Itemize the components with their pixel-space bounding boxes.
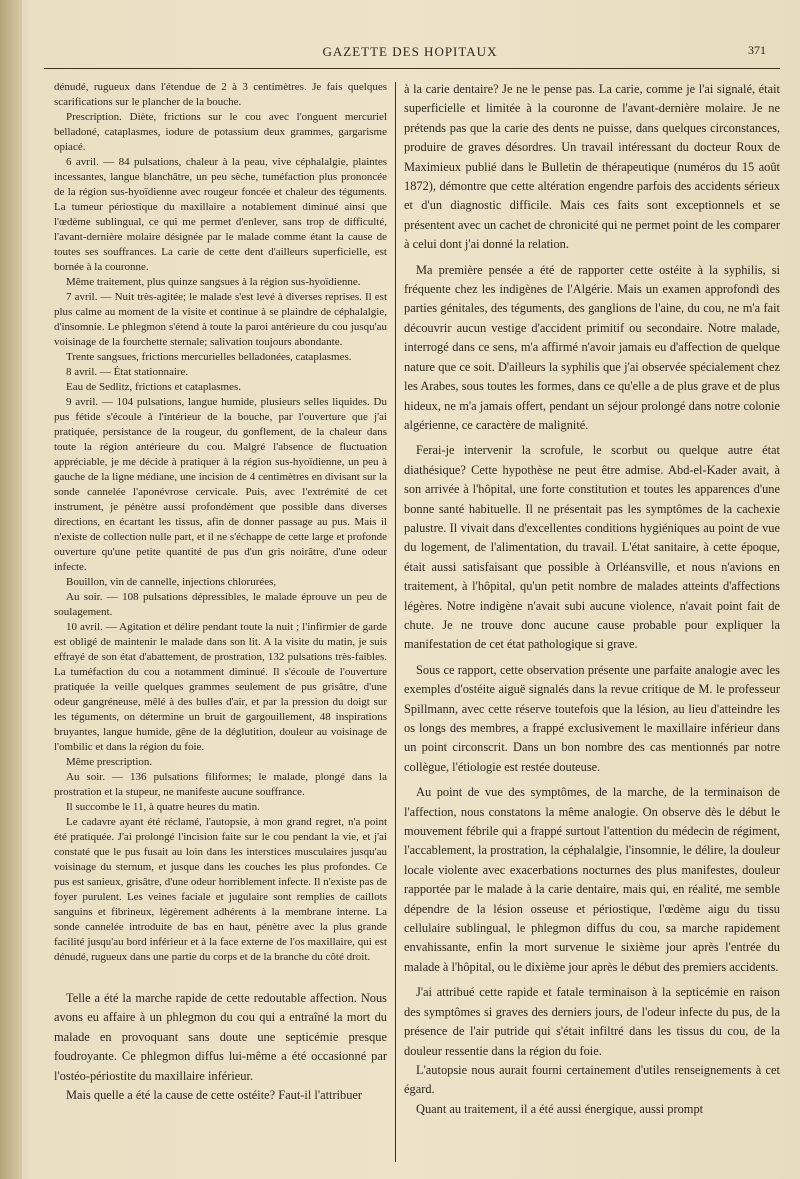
paragraph: Trente sangsues, frictions mercurielles belladonées, cataplasmes.: [66, 351, 352, 363]
left-column-bottom-text: [54, 989, 387, 1105]
paragraph: 9 avril. — 104 pulsations, langue humide, plusieurs selles liquides. Du pus fétide s'écoule à l'intérieur de la bouche, par l'ouverture que j'ai pratiquée, persistance de la rougeur, du gonflement, de la chaleur dans toute la région antérieure du cou. Malgré l'absence de fluctuation appréciable, je me décide à pratiquer à la région sus-hyoïdienne, un peu à gauche de la ligne médiane, une incision de 4 centimètres en divisant sur la sonde cannelée l'aponévrose cervicale. Puis, avec l'extrémité de cet instrument, je pénètre aussi profondément que possible dans diverses directions, en écartant les tissus, afin de donner passage au pus. Mais il n'existe de collection nulle part, et il ne s'échappe de cette large et profonde ouverture qu'une petite quantité de pus d'un gris noirâtre, d'une odeur infecte.: [54, 396, 387, 573]
paragraph: Le cadavre ayant été réclamé, l'autopsie, à mon grand regret, n'a point été pratiquée. J'ai prolongé l'incision faite sur le cou pendant la vie, et j'ai constaté que le pus fusait au loin dans les interstices musculaires jusqu'au voisinage du sternum, et jusque dans les couches les plus profondes. Ce pus est sanieux, grisâtre, d'une odeur horriblement infecte. Il n'existe pas de foyer purulent. Les veines faciale et jugulaire sont remplies de caillots sanguins et fibrineux, légèrement adhérents à la membrane interne. La sonde cannelée introduite de bas en haut, pénètre avec la plus grande facilité jusqu'au bord inférieur et à la face externe de l'os maxillaire, qui est dénudé, rugueux dans une partie du corps et de la branche du côté droit.: [54, 816, 387, 963]
paragraph: Quant au traitement, il a été aussi énergique, aussi prompt: [416, 1101, 704, 1116]
paragraph: Au soir. — 136 pulsations filiformes; le malade, plongé dans la prostration et la stupeur, ne manifeste aucune souffrance.: [54, 771, 387, 798]
paragraph: 10 avril. — Agitation et délire pendant toute la nuit ; l'infirmier de garde est obligé de maintenir le malade dans son lit. A la visite du matin, je suis effrayé de son état d'abattement, de prostration, 132 pulsations très-faibles. La tuméfaction du cou a notamment diminué. Il s'écoule de l'ouverture pratiquée la veille quelques grammes seulement de pus grisâtre, d'une odeur gangréneuse, mêlé à des bulles d'air, et par la pression du doigt sur les téguments, on détermine un bruit de gargouillement, 48 inspirations bruyantes, langue humide, gêne de la déglutition, douleur au voisinage de l'ombilic et dans la région du foie.: [54, 621, 387, 753]
paragraph: Ma première pensée a été de rapporter cette ostéite à la syphilis, si fréquente chez les indigènes de l'Algérie. Mais un examen approfondi des parties génitales, des téguments, des ganglions de l'aine, du cou, ne m'a fait découvrir aucun vestige d'accident primitif ou secondaire. Notre malade, interrogé dans ce sens, m'a affirmé n'avoir jamais eu d'affection de quelque nature que ce soit. D'ailleurs la syphilis que j'ai observée spécialement chez les Arabes, sous toutes les formes, dans ce qu'elle a de plus grave et de plus hideux, ne m'a jamais offert, pendant un séjour prolongé dans notre colonie algérienne, ce caractère de malignité.: [404, 262, 780, 432]
column-divider: [395, 82, 396, 1162]
paragraph: à la carie dentaire? Je ne le pense pas. La carie, comme je l'ai signalé, était superficielle et limitée à la couronne de l'avant-dernière molaire. Je ne prétends pas que la carie des dents ne puisse, dans quelques circonstances, produire de graves désordres. Un travail intéressant du docteur Roux de Maximieux publié dans le Bulletin de thérapeutique (numéros du 15 août 1872), démontre que cette altération engendre parfois des accidents sérieux et d'un diagnostic difficile. Mais ces faits sont exceptionnels et se présentent avec un cachet de chronicité qui ne permet point de les comparer à celui dont j'ai donné la relation.: [404, 82, 780, 252]
page-header: [40, 44, 780, 66]
paragraph: dénudé, rugueux dans l'étendue de 2 à 3 centimètres. Je fais quelques scarifications sur le plancher de la bouche.: [54, 81, 387, 108]
paragraph: Bouillon, vin de cannelle, injections chlorurées,: [66, 576, 277, 588]
paragraph: L'autopsie nous aurait fourni certainement d'utiles renseignements à cet égard.: [404, 1062, 780, 1097]
paragraph: 8 avril. — État stationnaire.: [66, 366, 189, 378]
paragraph: Ferai-je intervenir la scrofule, le scorbut ou quelque autre état diathésique? Cette hypothèse ne peut être admise. Abd-el-Kader avait, à son arrivée à l'hôpital, une forte constitution et toutes les apparences d'une bonne santé habituelle. Il ne présentait pas les symptômes de la cachexie palustre. Il vivait dans d'excellentes conditions hygiéniques au point de vue du logement, de l'alimentation, du travail. L'état sanitaire, à cette époque, était aussi satisfaisant que possible à Orléansville, et nous n'avions en traitement, à l'hôpital, qu'un petit nombre de malades atteints d'affections légères. Notre indigène n'avait subi aucune violence, n'avait point fait de chute. Je ne trouve donc aucune cause probable pour expliquer la manifestation de cet état pathologique si grave.: [404, 443, 780, 652]
paragraph: Mais quelle a été la cause de cette ostéite? Faut-il l'attribuer: [66, 1088, 363, 1103]
paragraph: Sous ce rapport, cette observation présente une parfaite analogie avec les exemples d'ostéite aiguë signalés dans la revue critique de M. le professeur Spillmann, avec cette réserve toutefois que la lésion, au lieu d'atteindre les os longs des membres, a frappé exclusivement le maxillaire inférieur dans un point circonscrit. Dans un bon nombre des cas mentionnés par notre collègue, l'étiologie est restée douteuse.: [404, 662, 780, 774]
paragraph: Telle a été la marche rapide de cette redoutable affection. Nous avons eu affaire à un phlegmon du cou qui a entraîné la mort du malade en provoquant sans doute une septicémie presque foudroyante. Ce phlegmon diffus lui-même a été occasionné par l'ostéo-périostite du maxillaire inférieur.: [54, 991, 387, 1083]
left-column: [54, 80, 387, 1105]
journal-title: GAZETTE DES HOPITAUX: [322, 44, 498, 59]
paragraph: 7 avril. — Nuit très-agitée; le malade s'est levé à diverses reprises. Il est plus calme au moment de la visite et continue à se plaindre de céphalalgie, d'insomnie. Le phlegmon s'étend à toute la paroi antérieure du cou jusqu'au voisinage de la fourchette sternale; salivation toujours abondante.: [54, 291, 387, 348]
paragraph: Au point de vue des symptômes, de la marche, de la terminaison de l'affection, nous constatons la même analogie. On observe dès le début le mouvement fébrile qui a frappé surtout l'attention du médecin de régiment, l'accablement, la prostration, la céphalalgie, l'insomnie, le délire, la douleur locale violente avec exacerbations nocturnes des plus manifestes, douleur rapportée par le malade à la carie dentaire, mais qui, en réalité, me semble dépendre de la lésion osseuse et périostique, l'œdème aigu du tissu cellulaire sublingual, le phlegmon diffus du cou, sa marche rapidement envahissante, enfin la mort survenue le sixième jour après l'entrée du malade à l'hôpital, ou le dixième jour après le début des premiers accidents.: [404, 785, 780, 974]
paragraph: 6 avril. — 84 pulsations, chaleur à la peau, vive céphalalgie, plaintes incessantes, langue blanchâtre, un peu sèche, tuméfaction plus prononcée de la région sus-hyoïdienne avec rougeur foncée et chaleur des téguments. La tumeur périostique du maxillaire a notablement diminué ainsi que l'œdème sublingual, ce qui me permet d'enlever, sans trop de difficulté, l'avant-dernière molaire désignée par le malade comme étant la cause de toutes ses souffrances. La carie de cette dent d'ailleurs superficielle, est bornée à la couronne.: [54, 156, 387, 273]
paragraph: Même prescription.: [66, 756, 153, 768]
paragraph: Il succombe le 11, à quatre heures du matin.: [66, 801, 260, 813]
paragraph: Au soir. — 108 pulsations dépressibles, le malade éprouve un peu de soulagement.: [54, 591, 387, 618]
paragraph: Eau de Sedlitz, frictions et cataplasmes.: [66, 381, 242, 393]
paragraph: Même traitement, plus quinze sangsues à la région sus-hyoïdienne.: [66, 276, 361, 288]
right-column: [404, 80, 780, 1119]
page-number: 371: [748, 43, 766, 57]
paragraph: Prescription. Diète, frictions sur le cou avec l'onguent mercuriel belladoné, cataplasmes, iodure de potassium deux grammes, gargarisme opiacé.: [54, 111, 387, 153]
page-spine-shadow: [0, 0, 22, 1179]
header-rule: [44, 68, 780, 69]
paragraph: J'ai attribué cette rapide et fatale terminaison à la septicémie en raison des symptômes si graves des derniers jours, de l'odeur infecte du pus, de la présence de l'air putride qui s'était infiltré dans les tissus du cou, de la douleur ressentie dans la région du foie.: [404, 985, 780, 1058]
